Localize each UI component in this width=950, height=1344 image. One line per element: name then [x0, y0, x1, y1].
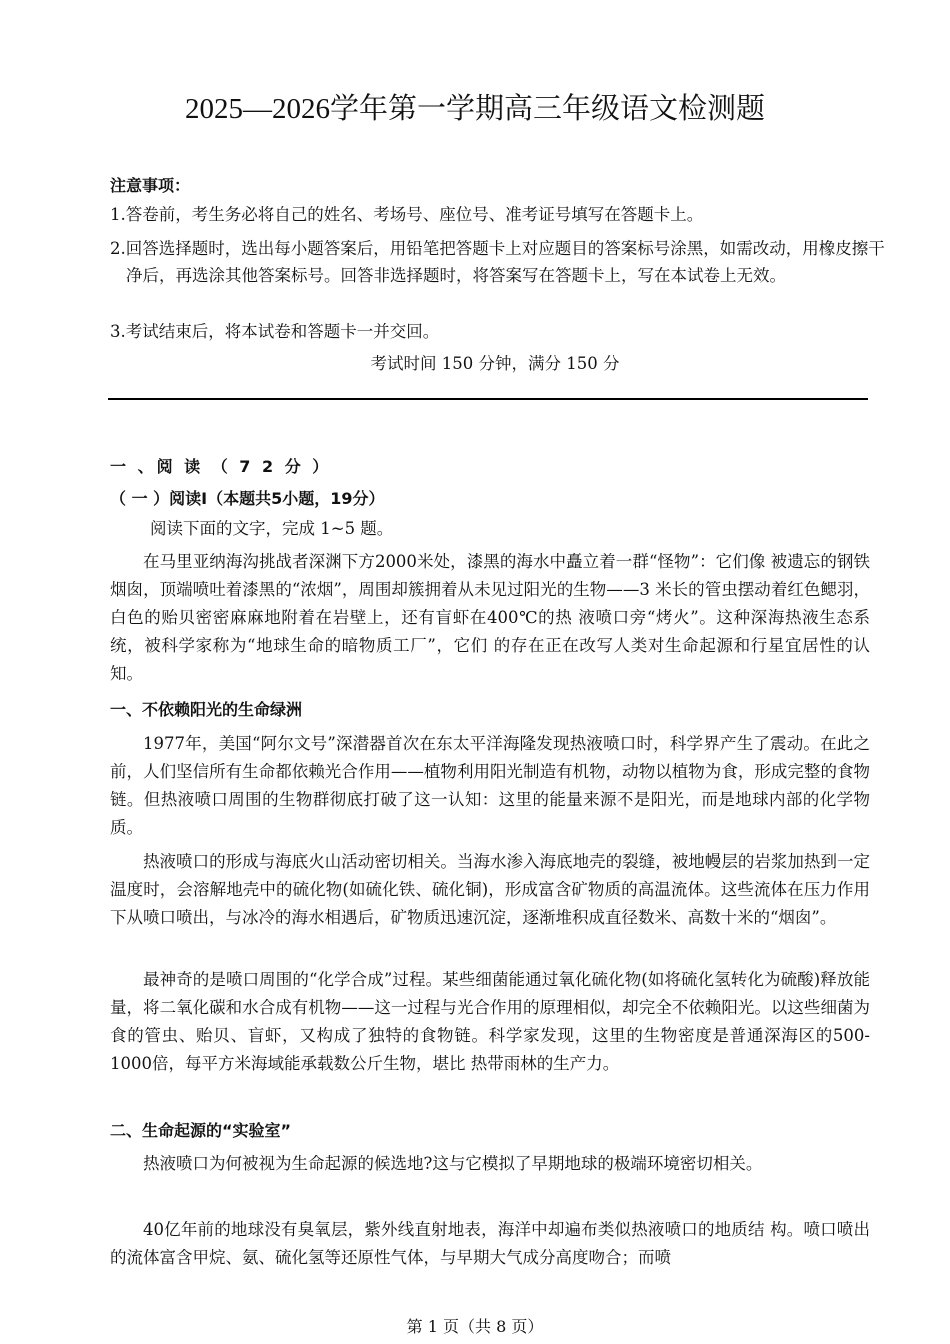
- notice-item-2: 2.回答选择题时，选出每小题答案后，用铅笔把答题卡上对应题目的答案标号涂黑，如需改动，用橡皮擦干净后，再选涂其他答案标号。回答非选择题时，将答案写在答题卡上，写在本试卷上无效。: [110, 239, 885, 285]
- article-paragraph: 40亿年前的地球没有臭氧层，紫外线直射地表，海洋中却遍布类似热液喷口的地质结 构。喷口喷出的流体富含甲烷、氨、硫化氢等还原性气体，与早期大气成分高度吻合；而喷: [110, 1220, 870, 1267]
- article-paragraph: 最神奇的是喷口周围的“化学合成”过程。某些细菌能通过氧化硫化物(如将硫化氢转化为硫酸)释放能量，将二氧化碳和水合成有机物——这一过程与光合作用的原理相似，却完全不依赖阳光。以这些细菌为食的管虫、贻贝、盲虾，又构成了独特的食物链。科学家发现，这里的生物密度是普通深海区的500-1000倍，每平方米海域能承载数公斤生物，堪比 热带雨林的生产力。: [110, 970, 870, 1073]
- page-footer: 第 1 页（共 8 页）: [406, 1317, 544, 1336]
- notice-item-1: 1.答卷前，考生务必将自己的姓名、考场号、座位号、准考证号填写在答题卡上。: [110, 205, 704, 224]
- divider-line: [108, 398, 868, 400]
- notice-heading: 注意事项：: [110, 176, 191, 195]
- section-subheading: （ 一 ）阅读Ⅰ（本题共5小题，19分）: [110, 489, 385, 508]
- article-paragraph: 热液喷口为何被视为生命起源的候选地?这与它模拟了早期地球的极端环境密切相关。: [143, 1154, 763, 1173]
- notice-item-3: 3.考试结束后，将本试卷和答题卡一并交回。: [110, 322, 440, 341]
- exam-time: 考试时间 150 分钟，满分 150 分: [370, 354, 620, 373]
- page-title: 2025—2026学年第一学期高三年级语文检测题: [184, 93, 765, 125]
- article-heading-2: 二、生命起源的“实验室”: [110, 1121, 292, 1140]
- article-paragraph: 热液喷口的形成与海底火山活动密切相关。当海水渗入海底地壳的裂缝，被地幔层的岩浆加热到一定温度时，会溶解地壳中的硫化物(如硫化铁、硫化铜)，形成富含矿物质的高温流体。这些流体在压力作用下从喷口喷出，与冰冷的海水相遇后，矿物质迅速沉淀，逐渐堆积成直径数米、高数十米的“烟囱”。: [110, 852, 870, 927]
- section-instruction: 阅读下面的文字，完成 1~5 题。: [150, 519, 394, 538]
- section-heading: 一 、阅 读 （ 7 2 分 ）: [110, 457, 332, 476]
- article-intro: 在马里亚纳海沟挑战者深渊下方2000米处，漆黑的海水中矗立着一群“怪物”：它们像 被遗忘的钢铁烟囱，顶端喷吐着漆黑的“浓烟”，周围却簇拥着从未见过阳光的生物——3 米长的管虫摆动着红色鳃羽，白色的贻贝密密麻麻地附着在岩壁上，还有盲虾在400℃的热 液喷口旁“烤火”。这种深海热液生态系统，被科学家称为“地球生命的暗物质工厂”，它们 的存在正在改写人类对生命起源和行星宜居性的认知。: [110, 552, 870, 683]
- article-heading-1: 一、不依赖阳光的生命绿洲: [110, 700, 303, 719]
- article-paragraph: 1977年，美国“阿尔文号”深潜器首次在东太平洋海隆发现热液喷口时，科学界产生了震动。在此之前，人们坚信所有生命都依赖光合作用——植物利用阳光制造有机物，动物以植物为食，形成完整的食物链。但热液喷口周围的生物群彻底打破了这一认知：这里的能量来源不是阳光，而是地球内部的化学物质。: [110, 734, 870, 837]
